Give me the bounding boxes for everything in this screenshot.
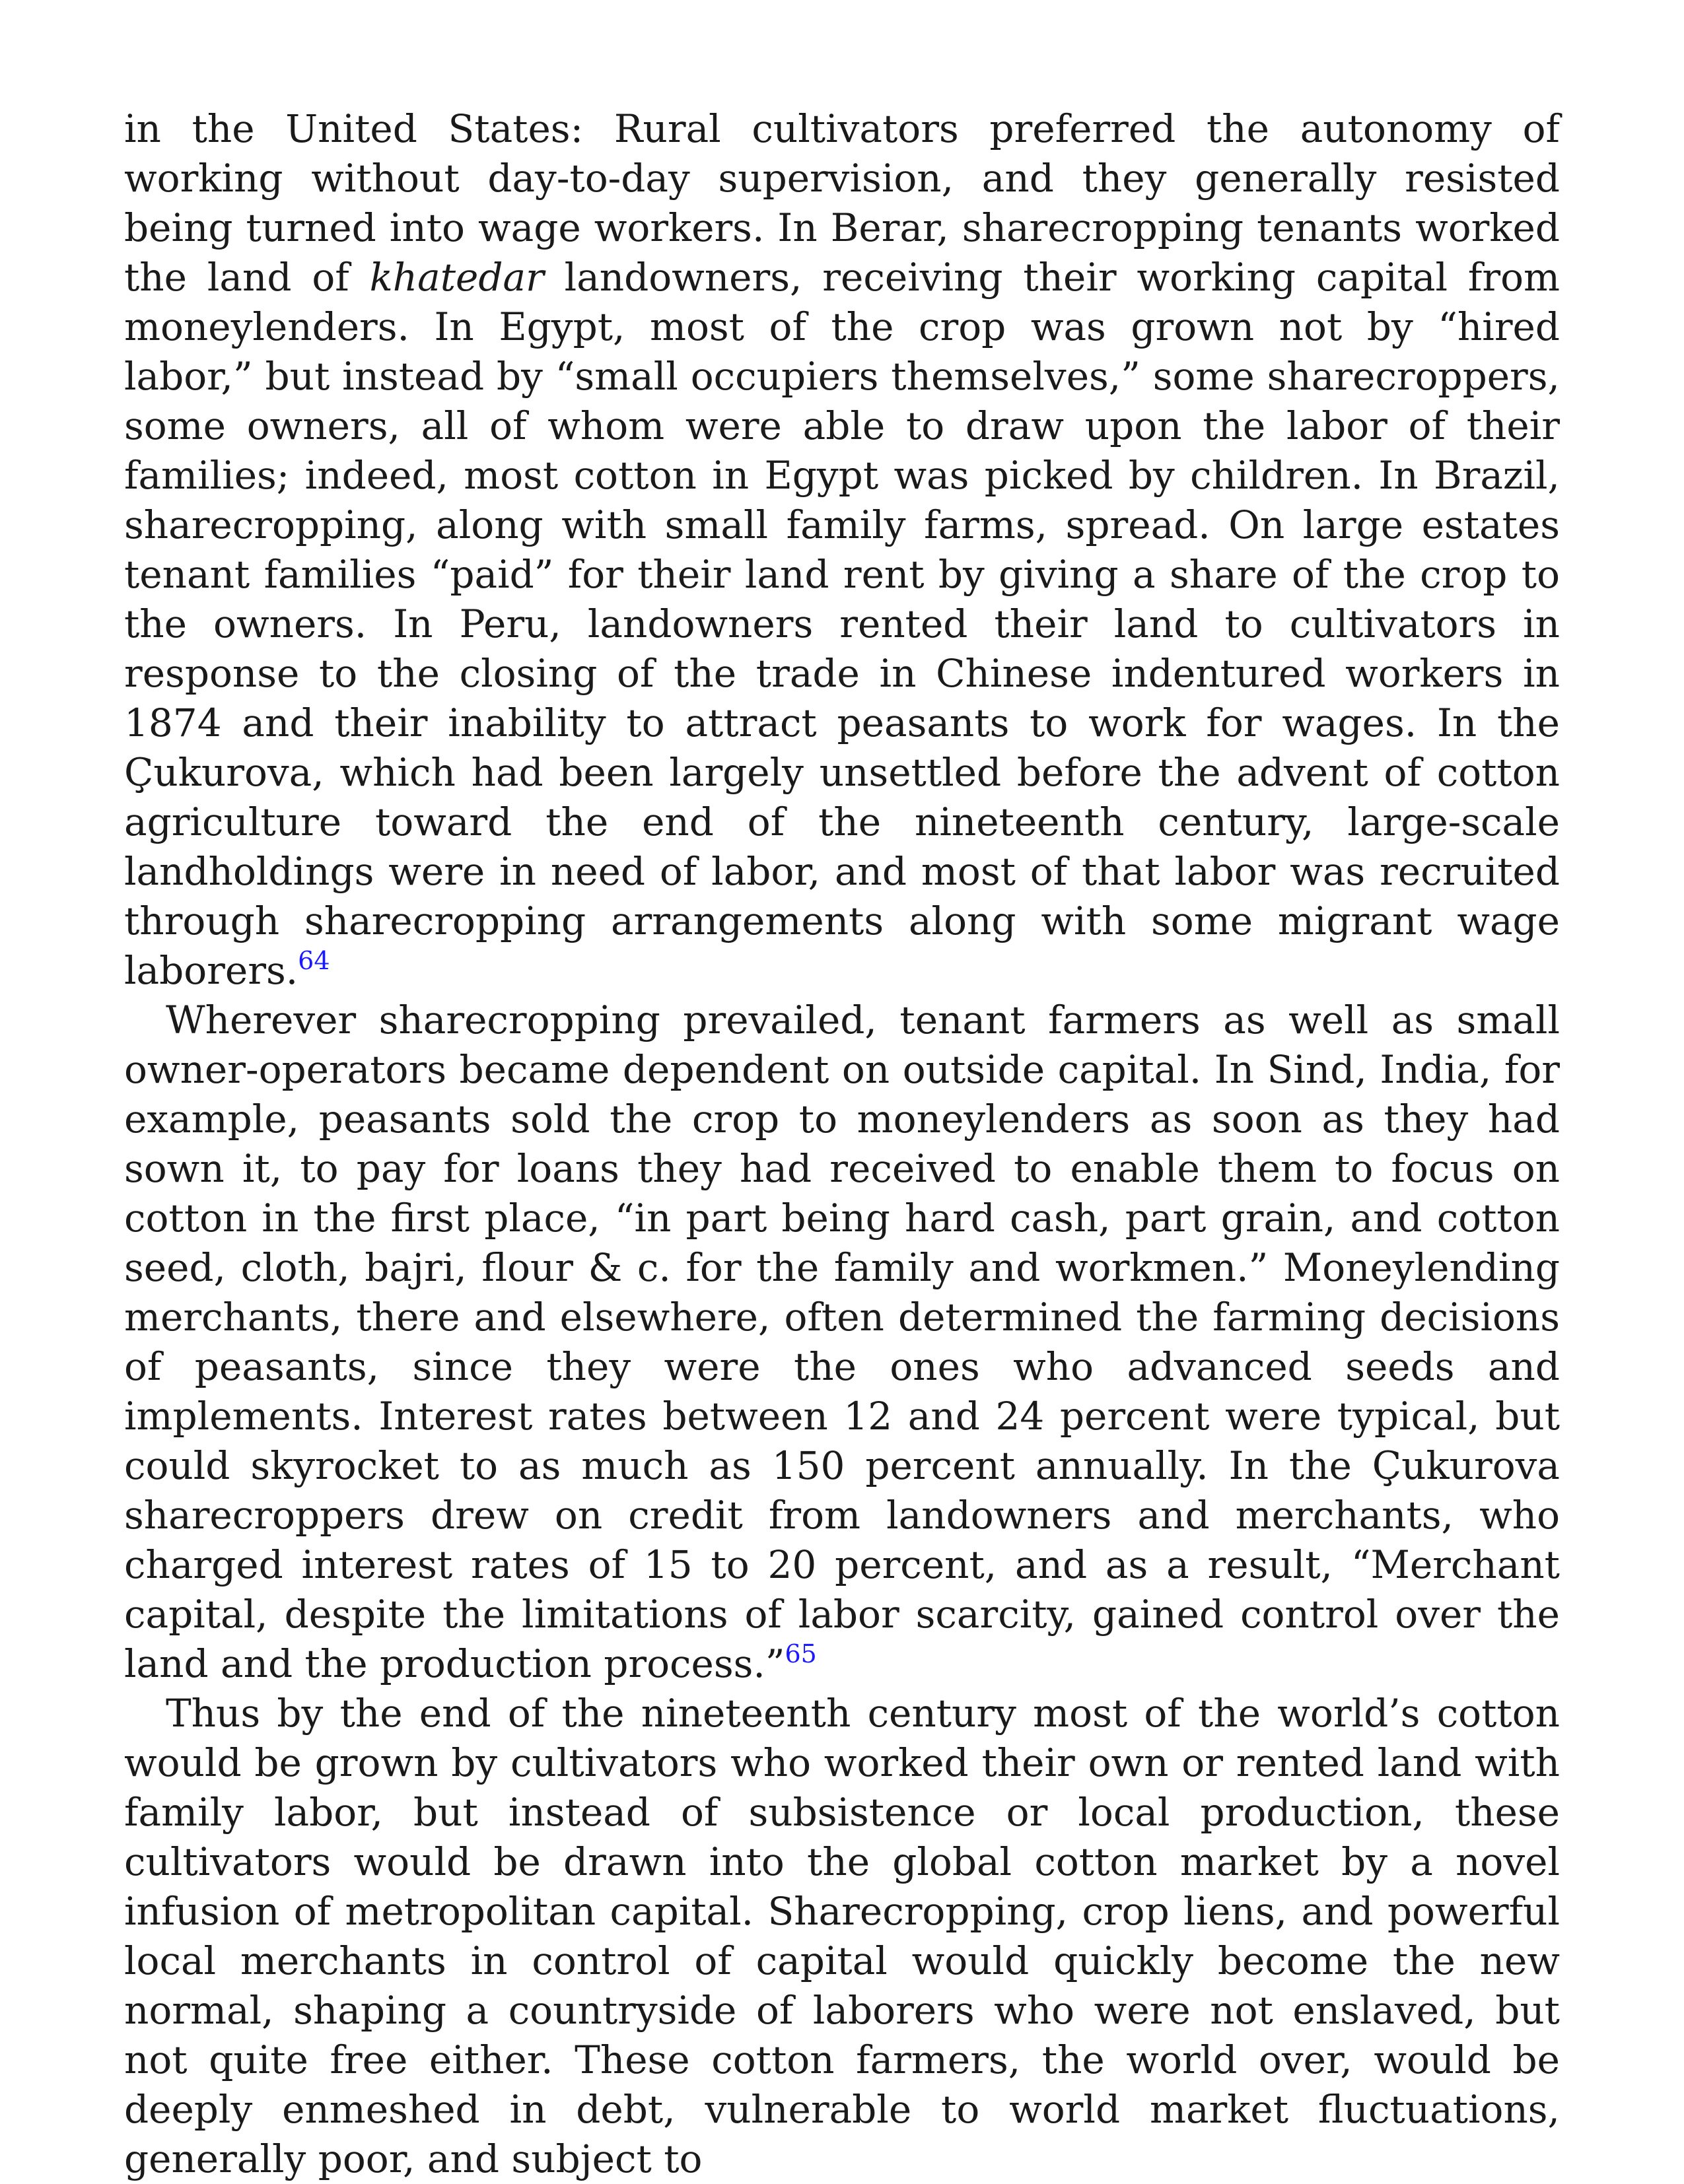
paragraph-1-text-b: landowners, receiving their working capital from moneylenders. In Egypt, most of the crop was grown not by “hired labor,” but instead by “small occupiers themselves,” some sharecroppers, some owners, all of whom were able to draw upon the labor of their families; indeed, most cotton in Egypt was picked by children. In Brazil, sharecropping, along with small family farms, spread. On large estates tenant families “paid” for their land rent by giving a share of the crop to the owners. In Peru, landowners rented their land to cultivators in response to the closing of the trade in Chinese indentured workers in 1874 and their inability to attract peasants to work for wages. In the Çukurova, which had been largely unsettled before the advent of cotton agriculture toward the end of the nineteenth century, large-scale landholdings were in need of labor, and most of that labor was recruited through sharecropping arrangements along with some migrant wage laborers. — [124, 255, 1561, 993]
paragraph-1-text-a: in the United States: Rural cultivators preferred the autonomy of working without day-to-day supervision, and they generally resisted being turned into wage workers. In Berar, sharecropping tenants worked the land of — [124, 106, 1560, 300]
footnote-ref-64[interactable]: 64 — [298, 946, 330, 975]
paragraph-2 — [124, 996, 1560, 1689]
page-body — [124, 104, 1560, 2184]
khatedar-term: khatedar — [369, 255, 544, 300]
footnote-ref-65[interactable]: 65 — [785, 1639, 817, 1668]
paragraph-2-text: Wherever sharecropping prevailed, tenant farmers as well as small owner-operators became dependent on outside capital. In Sind, India, for example, peasants sold the crop to moneylenders as soon as they had sown it, to pay for loans they had received to enable them to focus on cotton in the first place, “in part being hard cash, part grain, and cotton seed, cloth, bajri, flour & c. for the family and workmen.” Moneylending merchants, there and elsewhere, often determined the farming decisions of peasants, since they were the ones who advanced seeds and implements. Interest rates between 12 and 24 percent were typical, but could skyrocket to as much as 150 percent annually. In the Çukurova sharecroppers drew on credit from landowners and merchants, who charged interest rates of 15 to 20 percent, and as a result, “Merchant capital, despite the limitations of labor scarcity, gained control over the land and the production process.” — [124, 998, 1560, 1686]
paragraph-1 — [124, 104, 1560, 996]
paragraph-3-text: Thus by the end of the nineteenth century most of the world’s cotton would be grown by cultivators who worked their own or rented land with family labor, but instead of subsistence or local production, these cultivators would be drawn into the global cotton market by a novel infusion of metropolitan capital. Sharecropping, crop liens, and powerful local merchants in control of capital would quickly become the new normal, shaping a countryside of laborers who were not enslaved, but not quite free either. These cotton farmers, the world over, would be deeply enmeshed in debt, vulnerable to world market fluctuations, generally poor, and subject to — [124, 1691, 1560, 2181]
paragraph-3 — [124, 1689, 1560, 2184]
